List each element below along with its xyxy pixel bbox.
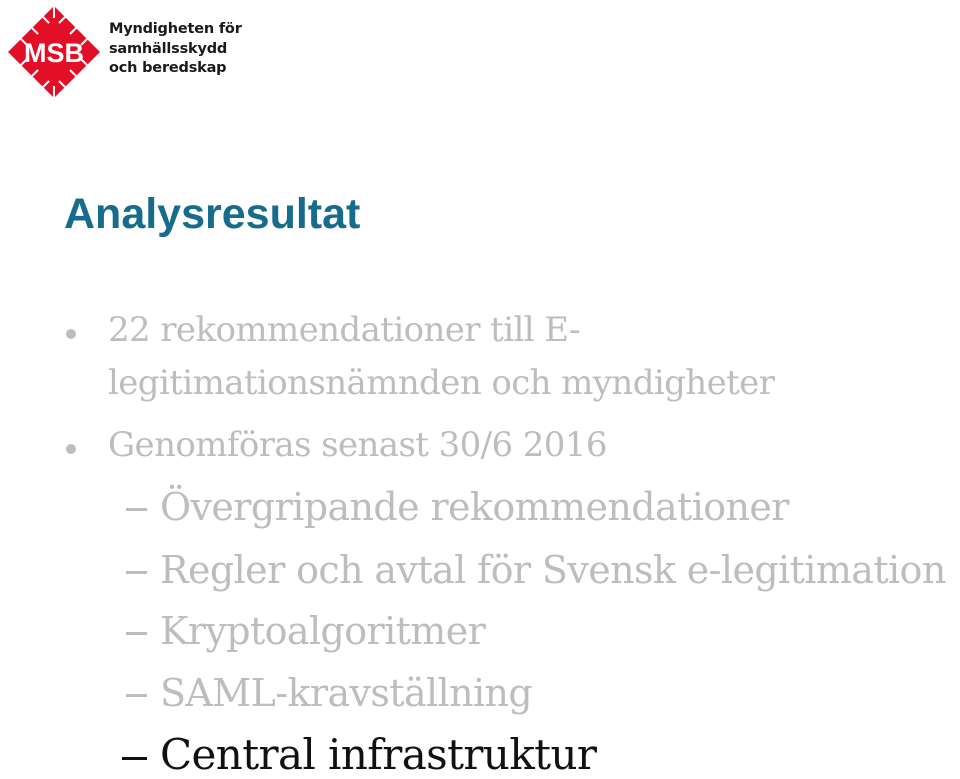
subitem-dash [126,694,147,697]
subitem-text: Övergripande rekommendationer [160,485,789,529]
slide-title: Analysresultat [64,190,361,238]
subitem-text-active: Central infrastruktur [160,730,597,779]
org-line: och beredskap [109,60,227,76]
subitem-dash [126,508,147,511]
bullet-text: 22 rekommendationer till E- [108,310,580,350]
subitem-text: Regler och avtal för Svensk e-legitimation [160,548,946,592]
bullet-text: legitimationsnämnden och myndigheter [108,363,775,403]
bullet-text: Genomföras senast 30/6 2016 [108,425,607,465]
subitem-dash [126,571,147,574]
org-line: Myndigheten för [109,21,242,37]
msb-logo [4,4,104,100]
bullet-dot [66,329,76,339]
subitem-text: SAML-kravställning [160,671,533,715]
subitem-dash-active [122,757,147,760]
subitem-text: Kryptoalgoritmer [160,609,486,653]
organization-name [109,20,242,79]
subitem-dash [126,632,147,635]
org-line: samhällsskydd [109,40,228,57]
msb-logo-text: MSB [24,38,84,68]
bullet-dot [66,444,76,454]
